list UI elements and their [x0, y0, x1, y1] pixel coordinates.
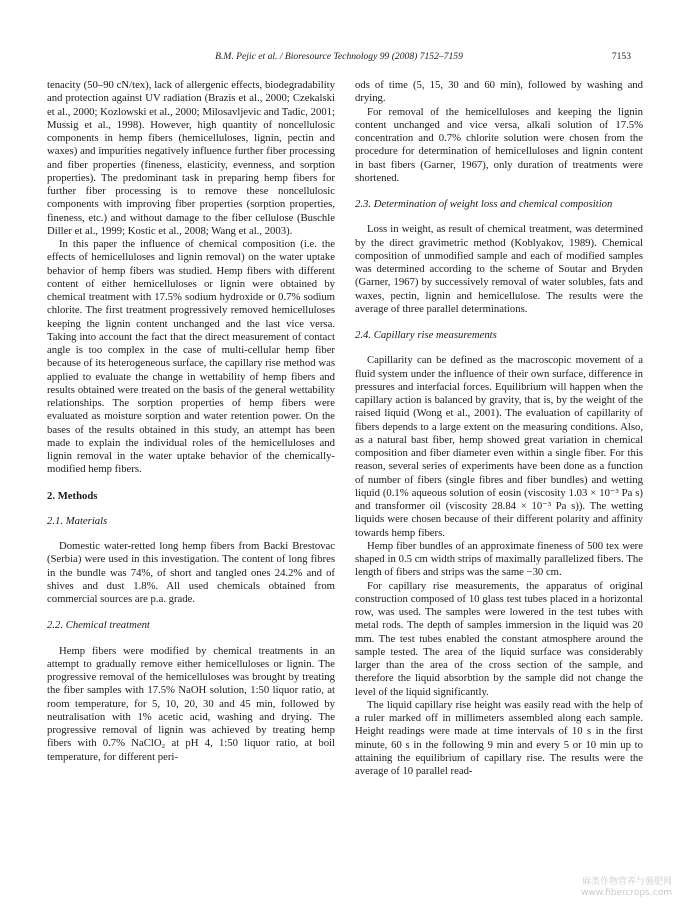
rise-height-paragraph: The liquid capillary rise height was easily read with the help of a ruler marked off in millimeters assembled along each sample. Height readings were made at time intervals of 10 s in the first minute, 60 s in the following 9 min and every 5 or 10 min up to attaining the equilibrium of capillary rise. The results were the average of 10 parallel read-	[355, 698, 643, 777]
watermark-chinese-text: 麻类作物营养与施肥网	[581, 877, 672, 887]
site-watermark	[581, 877, 672, 899]
running-head: B.M. Pejic et al. / Bioresource Technology 99 (2008) 7152–7159	[215, 51, 463, 62]
chemical-treatment-continued: ods of time (5, 15, 30 and 60 min), followed by washing and drying.	[355, 79, 643, 105]
left-column	[47, 79, 335, 764]
intro-paragraph-aim: In this paper the influence of chemical composition (i.e. the effects of hemicelluloses and lignin removal) on the water uptake behavior of hemp fibers was studied. Hemp fibers with different content of either hemicelluloses or lignin were obtained by chemical treatment with 17.5% sodium hydroxide or 0.7% sodium chlorite. The first treatment progressively removed hemicelluloses keeping the lignin content unchanged and the last vice versa. Taking into account the fact that the direct measurement of contact angle is too complex in the case of multi-cellular hemp fiber because of its heterogeneous surface, the capillary rise method was applied to evaluate the change in wettability of hemp fibers and results obtained were treated on the basis of the general wettability relationships. The sorption properties of hemp fibers were evaluated as moisture sorption and water retention power. On the bases of the results obtained in this study, an attempt has been made to explain the individual roles of the hemicelluloses and lignin removal in the water uptake behavior of the chemically-modified hemp fibers.	[47, 238, 335, 476]
chemical-treatment-paragraph: Hemp fibers were modified by chemical treatments in an attempt to gradually remove either hemicelluloses or lignin. The progressive removal of the hemicelluloses was brought by treating the fiber samples with 17.5% NaOH solution, 1:50 liquor ratio, at room temperature, for 5, 10, 20, 30 and 45 min, followed by neutralisation with 1% acetic acid, washing and drying. The progressive removal of lignin was achieved by treating hemp fibers with 0.7% NaClO₂ at pH 4, 1:50 liquor ratio, at boil temperature, for different peri-	[47, 644, 335, 763]
hemicellulose-removal-paragraph: For removal of the hemicelluloses and keeping the lignin content unchanged and vice versa, alkali solution of 17.5% concentration and 0.7% chlorite solution were chosen from the procedure for determination of hemicelluloses and lignin content in bast fibers (Garner, 1967), only duration of treatments were shortened.	[355, 105, 643, 184]
watermark-url: www.fibercrops.com	[581, 888, 672, 898]
section-heading-methods: 2. Methods	[47, 489, 98, 502]
intro-paragraph-continued: tenacity (50–90 cN/tex), lack of allergenic effects, biodegradability and protection against UV radiation (Brazis et al., 2000; Czekalski et al., 2000; Kozlowski et al., 2000; Milosavljevic and Tadic, 2001; Mussig et al., 1998). However, high quantity of noncellulosic components in hemp fibers (hemicelluloses, lignin, pectin and waxes) and impurities negatively influence further fiber processing and fiber properties (fineness, elasticity, evenness, and sorption properties). The predominant task in preparing hemp fibers for further fiber processing is to remove these noncellulosic components with improving fiber properties (sorption properties, fineness, etc.) and without damage to the fiber cellulose (Buschle Diller et al., 1999; Kostic et al., 2008; Wang et al., 2003).	[47, 79, 335, 237]
page-header	[47, 51, 631, 65]
page-number: 7153	[611, 51, 631, 62]
right-column	[355, 79, 643, 778]
subsection-heading-chemical-treatment: 2.2. Chemical treatment	[47, 619, 150, 632]
materials-paragraph: Domestic water-retted long hemp fibers from Backi Brestovac (Serbia) were used in this investigation. The content of long fibres in the bundle was 74%, of short and tangled ones 24.2% and of shives and dust 1.8%. All used chemicals obtained from commercial sources are p.a. grade.	[47, 540, 335, 605]
weight-loss-paragraph: Loss in weight, as result of chemical treatment, was determined by the direct gravimetric method (Koblyakov, 1989). Chemical composition of unmodified sample and each of modified samples was determined according to the scheme of Soutar and Bryden (Garner, 1967) by successively removal of water solubles, fats and waxes, pectin, lignin and hemicellulose. The results were the average of three parallel determinations.	[355, 223, 643, 315]
fiber-bundle-paragraph: Hemp fiber bundles of an approximate fineness of 500 tex were shaped in 0.5 cm width strips of maximally parallelized fibers. The length of fibers and strips was the same −30 cm.	[355, 539, 643, 579]
subsection-heading-materials: 2.1. Materials	[47, 514, 108, 527]
subsection-heading-capillary-rise: 2.4. Capillary rise measurements	[355, 329, 497, 341]
capillarity-paragraph: Capillarity can be defined as the macroscopic movement of a fluid system under the influence of their own surface, difference in pressures and interfacial forces. Equilibrium will happen when the capillary action is balanced by gravity, that is, by the weight of the raised liquid (Wong et al., 2001). The evaluation of capillarity of fibers depends to a large extent on the measuring conditions. Also, as a natural bast fiber, hemp showed great variation in chemical composition and fiber diameter even within a single fiber. For this reason, several series of experiments have been done as a function of number of fibers (single fibres and fiber bundles) and wetting liquid (0.1% aqueous solution of eosin (viscosity 1.03 × 10⁻³ Pa s) and transformer oil (viscosity 28.84 × 10⁻³ Pa s)). The wetting liquids were chosen because of their different polarity and affinity towards hemp fibers.	[355, 354, 643, 539]
apparatus-paragraph: For capillary rise measurements, the apparatus of original construction composed of 10 glass test tubes placed in a horizontal row, was used. The samples were lowered in the test tubes with metal rods. The depth of samples immersion in the liquid was 20 mm. The test tubes enabled the constant atmosphere around the sample tested. The area of the liquid surface was considerably larger than the area of the cross section of the sample, and therefore the liquid absorbtion by the sample did not change the level of the liquid significantly.	[355, 579, 643, 698]
subsection-heading-weight-loss: 2.3. Determination of weight loss and chemical composition	[355, 198, 613, 210]
